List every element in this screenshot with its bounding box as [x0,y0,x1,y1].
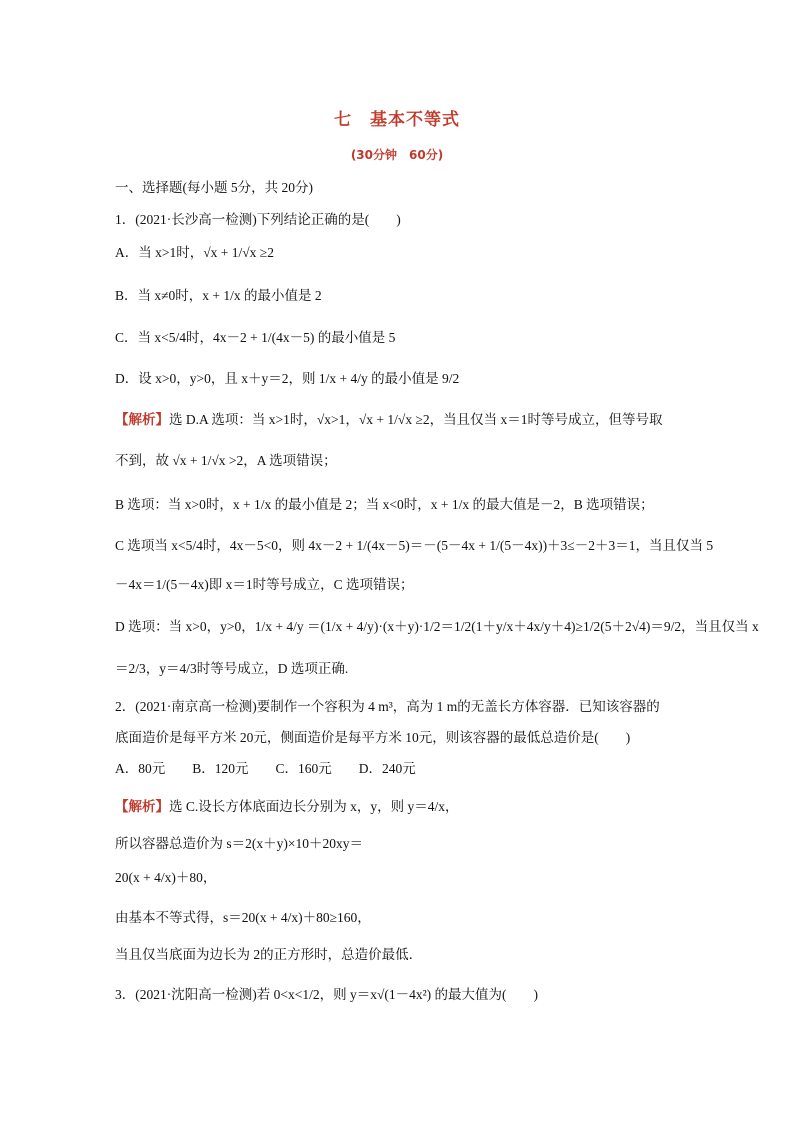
analysis-tag: 【解析】 [115,412,169,427]
q1-option-b: B．当 x≠0时，x + 1/x 的最小值是 2 [115,288,322,303]
page-subtitle: (30分钟 60分) [350,148,444,162]
q1-analysis-line-5: －4x＝1/(5－4x)即 x＝1时等号成立，C 选项错误； [115,577,414,592]
q2-analysis-line-4: 由基本不等式得，s＝20(x + 4/x)＋80≥160， [115,910,371,925]
q2-analysis-text-1: 选 C.设长方体底面边长分别为 x，y，则 y＝4/x， [169,799,459,814]
q2-analysis-line-1 [115,797,690,817]
q2-stem-line-2: 底面造价是每平方米 20元，侧面造价是每平方米 10元，则该容器的最低总造价是( ) [115,730,631,745]
q2-analysis-line-2: 所以容器总造价为 s＝2(x＋y)×10＋20xy＝ [115,836,363,851]
q1-option-c: C．当 x<5/4时，4x－2 + 1/(4x－5) 的最小值是 5 [115,330,396,345]
q1-analysis-line-1 [115,410,690,430]
q1-analysis-line-3: B 选项：当 x>0时，x + 1/x 的最小值是 2；当 x<0时，x + 1/x 的最大值是－2，B 选项错误； [115,497,654,512]
page-title: 七 基本不等式 [334,110,460,130]
section-label: 一、选择题(每小题 5分，共 20分) [115,180,313,195]
q1-analysis-line-7: ＝2/3，y＝4/3时等号成立，D 选项正确. [115,661,349,676]
q3-stem: 3．(2021·沈阳高一检测)若 0<x<1/2，则 y＝x√(1－4x²) 的最大值为( ) [115,987,539,1002]
q2-analysis-line-5: 当且仅当底面为边长为 2的正方形时，总造价最低． [115,947,423,962]
q1-option-d: D．设 x>0，y>0，且 x＋y＝2，则 1/x + 4/y 的最小值是 9/2 [115,371,460,386]
analysis-tag: 【解析】 [115,799,169,814]
q1-analysis-line-4: C 选项当 x<5/4时，4x－5<0，则 4x－2 + 1/(4x－5)＝－(5－4x + 1/(5－4x))＋3≤－2＋3＝1，当且仅当 5 [115,538,714,553]
q2-options: A．80元 B．120元 C．160元 D．240元 [115,761,416,776]
q1-stem: 1．(2021·长沙高一检测)下列结论正确的是( ) [115,212,401,227]
q1-analysis-line-2: 不到，故 √x + 1/√x >2，A 选项错误； [115,453,337,468]
q1-analysis-text-1: 选 D.A 选项：当 x>1时，√x>1，√x + 1/√x ≥2，当且仅当 x＝1时等号成立，但等号取 [169,412,663,427]
q1-option-a: A．当 x>1时，√x + 1/√x ≥2 [115,245,274,260]
q1-analysis-line-6: D 选项：当 x>0，y>0，1/x + 4/y ＝(1/x + 4/y)·(x＋y)·1/2＝1/2(1＋y/x＋4x/y＋4)≥1/2(5＋2√4)＝9/2，当且仅当 x [115,619,759,634]
q2-stem-line-1: 2．(2021·南京高一检测)要制作一个容积为 4 m³，高为 1 m的无盖长方体容器．已知该容器的 [115,699,660,714]
q2-analysis-line-3: 20(x + 4/x)＋80， [115,870,217,885]
